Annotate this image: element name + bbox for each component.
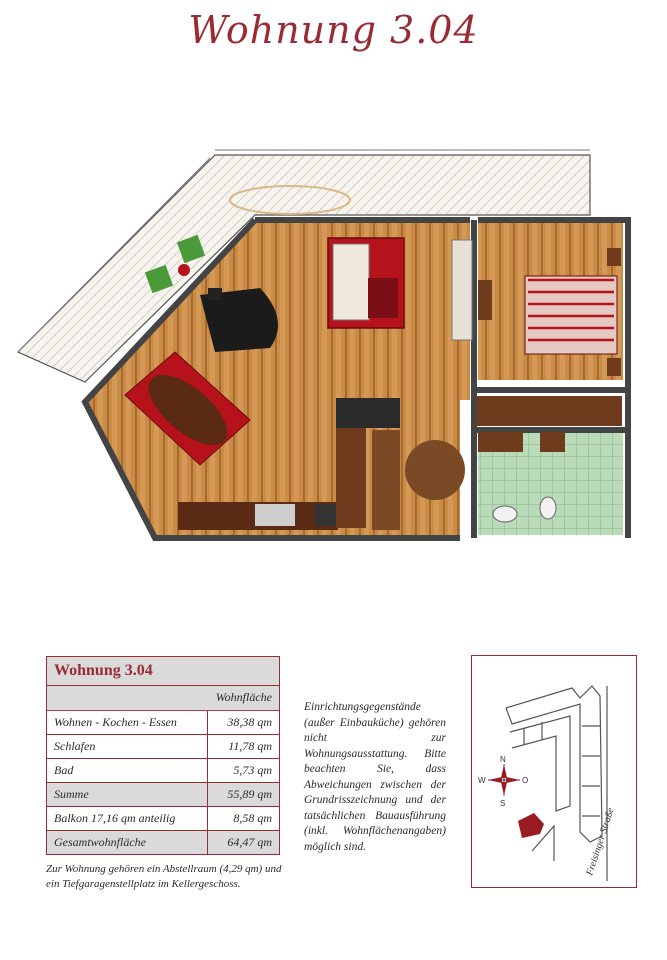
compass-rose-icon (488, 764, 520, 796)
table-row-total (47, 831, 279, 854)
street-label: Freisinger Straße (584, 806, 617, 877)
apartment-marker (518, 813, 544, 838)
row-value: 38,38 qm (227, 715, 272, 729)
table-row (47, 735, 279, 759)
table-column-header: Wohnfläche (47, 686, 279, 711)
area-table (46, 656, 280, 855)
row-value: 64,47 qm (227, 835, 272, 849)
row-value: 55,89 qm (227, 787, 272, 801)
row-value: 11,78 qm (228, 739, 272, 753)
compass-s-label: S (500, 799, 506, 808)
table-row-sum (47, 783, 279, 807)
row-label: Gesamtwohnfläche (47, 831, 208, 854)
page-title: Wohnung 3.04 (188, 8, 479, 52)
row-label: Wohnen - Kochen - Essen (47, 711, 208, 734)
row-label: Bad (47, 759, 208, 782)
table-row (47, 807, 279, 831)
compass-n-label: N (500, 755, 506, 764)
compass-w-label: W (478, 776, 486, 785)
table-row (47, 759, 279, 783)
row-label: Balkon 17,16 qm anteilig (47, 807, 208, 830)
row-label: Schlafen (47, 735, 208, 758)
table-title: Wohnung 3.04 (47, 657, 279, 686)
table-row (47, 711, 279, 735)
row-value: 5,73 qm (233, 763, 272, 777)
row-label: Summe (47, 783, 208, 806)
footnote: Zur Wohnung gehören ein Abstellraum (4,29 qm) und ein Tiefgaragenstellplatz im Kellergeschoss. (46, 863, 282, 890)
disclaimer-text: Einrichtungsgegenstände (außer Einbauküche) gehören nicht zur Wohnungsausstattung. Bitte beachten Sie, dass Abweichungen zwischen der Grundrisszeichnung und der tatsächlichen Bauausführung (inkl. Wohnflächenangaben) möglich sind. (304, 701, 446, 853)
site-plan-drawing (472, 656, 636, 887)
site-plan (471, 655, 637, 888)
compass-o-label: O (522, 776, 529, 785)
row-value: 8,58 qm (233, 811, 272, 825)
floor-plan (0, 120, 667, 580)
